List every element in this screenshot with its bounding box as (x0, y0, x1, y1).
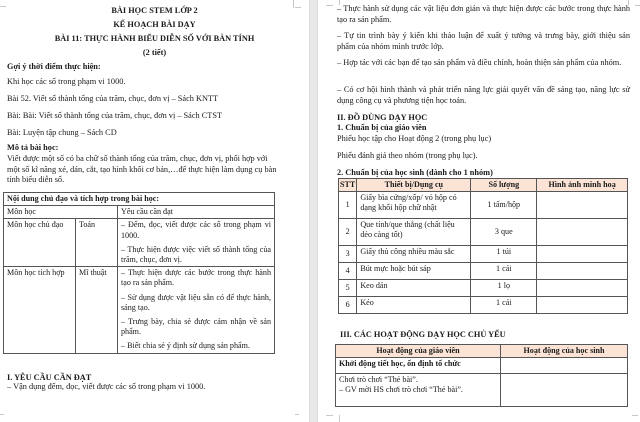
activity-line: – GV mời HS chơi trò chơi “Thẻ bài”. (339, 385, 463, 395)
page-gutter (309, 0, 318, 422)
teacher-prep-heading: 1. Chuẩn bị của giáo viên (337, 123, 427, 132)
activities-table (335, 344, 628, 407)
subject-name: Mĩ thuật (76, 267, 118, 353)
row-stt: 4 (339, 263, 357, 280)
objective-bullet: – Hợp tác với các bạn để tạo sản phẩm và điều chỉnh, hoàn thiện sản phẩm của nhóm. (337, 58, 622, 67)
table-row (339, 246, 628, 263)
row-image (537, 297, 628, 314)
row-item: Que tính/que thẳng (chất liệu dẻo càng tốt) (357, 219, 471, 246)
table-row (339, 263, 628, 280)
materials-table (338, 178, 628, 314)
table-row (336, 358, 628, 374)
col-qty: Số lượng (471, 179, 537, 192)
suggest-heading: Gợi ý thời điểm thực hiện: (7, 62, 101, 71)
row-qty: 1 túi (471, 246, 537, 263)
section1-heading: I. YÊU CẦU CẦN ĐẠT (7, 373, 92, 382)
row-stt: 1 (339, 192, 357, 219)
description-text: Viết được một số có ba chữ số thành tổng của trăm, chục, đơn vị, phối hợp với một số kĩ năng xé, dán, cắt, tạo hình khối cơ bản,…để thực hiện làm dụng cụ bàn tính biểu diễn số. (7, 154, 277, 184)
table-row (339, 297, 628, 314)
objective-bullet: – Có cơ hội hình thành và phát triển năng lực giải quyết vấn đề sáng tạo, năng lực sử dụng công cụ và phương tiện học toán. (337, 85, 630, 105)
row-item: Bút mực hoặc bút sáp (357, 263, 471, 280)
row-stt: 2 (339, 219, 357, 246)
content-table-title: Nội dung chủ đạo và tích hợp trong bài học: (4, 193, 275, 206)
table-row (339, 280, 628, 297)
suggest-item: Khi học các số trong phạm vi 1000. (7, 77, 126, 86)
lesson-title-line3: BÀI 11: THỰC HÀNH BIỂU DIỄN SỐ VỚI BÀN TÍNH (54, 34, 255, 43)
col-item: Thiết bị/Dụng cụ (357, 179, 471, 192)
page-corner-mark (632, 415, 638, 422)
document-page-left (0, 0, 309, 422)
section2-heading: II. ĐỒ DÙNG DẠY HỌC (337, 113, 428, 122)
objective-bullet: – Tự tin trình bày ý kiến khi thảo luận để xuất ý tưởng và trưng bày, giới thiệu sản phẩm của nhóm mình trước lớp. (337, 31, 630, 51)
row-item: Giấy bìa cứng/xốp/ vỏ hộp có dạng khối hộp chữ nhật (357, 192, 471, 219)
col-requirement-header: Yêu cầu cần đạt (118, 206, 275, 219)
section3-heading: III. CÁC HOẠT ĐỘNG DẠY HỌC CHỦ YẾU (340, 330, 506, 339)
lesson-title-line4: (2 tiết) (142, 48, 167, 57)
requirement-item: – Thực hiện được việc viết số thành tổng của trăm, chục, đơn vị. (121, 244, 271, 265)
content-table (3, 192, 275, 354)
row-item: Giấy thủ công nhiều màu sắc (357, 246, 471, 263)
teacher-activity (336, 374, 501, 407)
table-row (4, 267, 275, 353)
page-corner-mark (326, 5, 333, 13)
requirements-cell (118, 219, 275, 267)
row-stt: 5 (339, 280, 357, 297)
subject-name: Toán (76, 219, 118, 267)
row-image (537, 246, 628, 263)
requirements-cell (118, 267, 275, 353)
subject-type: Môn học chủ đạo (4, 219, 76, 267)
table-row (4, 219, 275, 267)
row-item: Kéo (357, 297, 471, 314)
page-corner-mark (326, 415, 333, 422)
suggest-item: Bài: Bài: Viết số thành tổng của trăm, chục, đơn vị – Sách CTST (7, 111, 223, 120)
col-stt: STT (339, 179, 357, 192)
row-image (537, 192, 628, 219)
page-corner-mark (295, 414, 299, 422)
suggest-item: Bài 52. Viết số thành tổng của trăm, chục, đơn vị – Sách KNTT (7, 94, 219, 103)
requirement-item: – Trưng bày, chia sẻ được cảm nhận về sản phẩm. (121, 317, 271, 337)
page-corner-mark (332, 415, 340, 422)
page-corner-mark (0, 414, 4, 422)
row-image (537, 280, 628, 297)
student-prep-heading: 2. Chuẩn bị của học sinh (dành cho 1 nhóm) (337, 168, 493, 177)
table-row (339, 219, 628, 246)
requirement-item: – Sử dụng được vật liệu sẵn có để thực hành, sáng tạo. (121, 292, 271, 312)
table-row (339, 192, 628, 219)
lesson-title-line1: BÀI HỌC STEM LỚP 2 (111, 6, 198, 15)
col-student-activity: Hoạt động của học sinh (501, 345, 628, 358)
teacher-activity: Khởi động tiết học, ổn định tổ chức (336, 358, 501, 374)
col-subject-header: Môn học (4, 206, 118, 219)
requirement-item: – Biết chia sẻ ý định sử dụng sản phẩm. (121, 341, 250, 351)
col-teacher-activity: Hoạt động của giáo viên (336, 345, 501, 358)
section1-item: – Vận dụng đếm, đọc, viết được các số trong phạm vi 1000. (7, 382, 206, 391)
row-qty: 1 cái (471, 263, 537, 280)
requirement-item: – Thực hiện được các bước trong thực hành tạo ra sản phẩm. (121, 268, 271, 288)
suggest-item: Bài: Luyện tập chung – Sách CD (7, 128, 117, 137)
document-page-right (318, 0, 640, 422)
page-corner-mark (635, 5, 640, 13)
row-image (537, 263, 628, 280)
teacher-prep-item: Phiếu học tập cho Hoạt động 2 (trong phụ lục) (337, 134, 492, 143)
table-row (336, 374, 628, 407)
subject-type: Môn học tích hợp (4, 267, 76, 353)
lesson-title-line2: KẾ HOẠCH BÀI DẠY (113, 20, 196, 29)
row-qty: 1 cái (471, 297, 537, 314)
teacher-prep-item: Phiếu đánh giá theo nhóm (trong phụ lục). (337, 151, 478, 160)
student-activity (501, 374, 628, 407)
row-image (537, 219, 628, 246)
description-heading: Mô tả bài học: (7, 143, 59, 152)
objective-bullet: – Thực hành sử dụng các vật liệu đơn giản và thực hiện được các bước trong thực hành tạo ra sản phẩm. (337, 4, 630, 24)
student-activity (501, 358, 628, 374)
row-item: Keo dán (357, 280, 471, 297)
row-stt: 6 (339, 297, 357, 314)
requirement-item: – Đếm, đọc, viết được các số trong phạm vi 1000. (121, 220, 271, 240)
row-qty: 1 lọ (471, 280, 537, 297)
col-image: Hình ảnh minh hoạ (537, 179, 628, 192)
activity-line: Chơi trò chơi “Thẻ bài”. (339, 375, 418, 385)
row-qty: 3 que (471, 219, 537, 246)
row-stt: 3 (339, 246, 357, 263)
row-qty: 1 tấm/hộp (471, 192, 537, 219)
